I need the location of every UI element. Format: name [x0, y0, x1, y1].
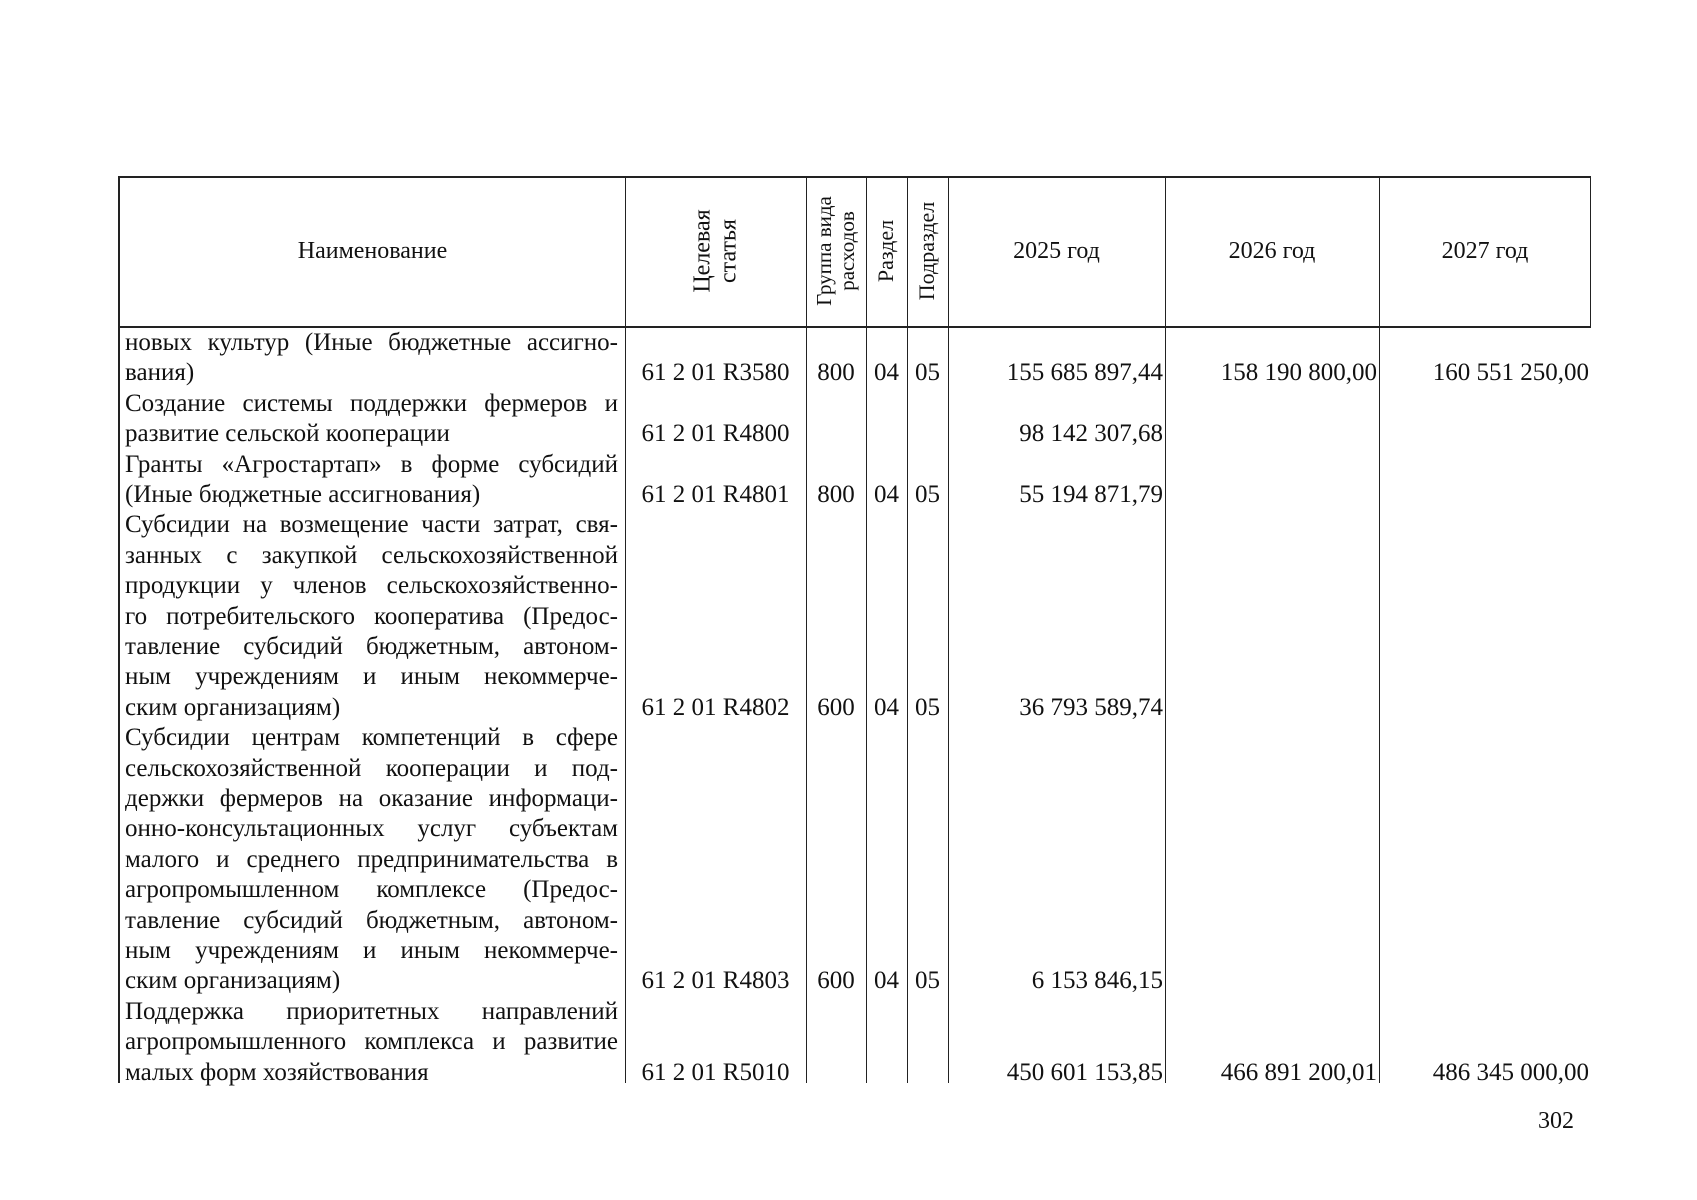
page-number: 302 — [1538, 1108, 1574, 1134]
row-name — [125, 723, 618, 997]
row-name-line: новых культур (Иные бюджетные ассигно- — [125, 329, 618, 356]
row-name-line: ным учреждениям и иным некоммерче- — [125, 937, 618, 965]
cell-y2025: 98 142 307,68 — [1019, 420, 1163, 448]
cell-subsection: 05 — [915, 967, 940, 995]
cell-subsection: 05 — [915, 481, 940, 508]
row-name-line: тавление субсидий бюджетным, автоном- — [125, 633, 618, 661]
cell-group: 800 — [817, 481, 855, 508]
row-name-line: агропромышленном комплексе (Предос- — [125, 876, 618, 904]
row-name-line: Создание системы поддержки фермеров и — [125, 389, 618, 417]
cell-y2025: 6 153 846,15 — [1031, 967, 1163, 995]
row-name-line: держки фермеров на оказание информаци- — [125, 785, 618, 812]
header-target-article: Целевая статья — [689, 209, 742, 293]
row-name-line: ным учреждениям и иным некоммерче- — [125, 663, 618, 691]
cell-target: 61 2 01 R4802 — [641, 693, 790, 721]
cell-target: 61 2 01 R4800 — [641, 420, 790, 448]
row-name — [125, 450, 618, 511]
budget-table — [118, 176, 1591, 1086]
header-year-2027: 2027 год — [1441, 237, 1529, 264]
row-name — [125, 389, 618, 450]
header-section: Раздел — [873, 219, 899, 283]
cell-target: 61 2 01 R4801 — [641, 481, 790, 508]
row-name-line: малых форм хозяйствования — [125, 1058, 429, 1086]
cell-section: 04 — [874, 967, 899, 995]
row-name-line: го потребительского кооператива (Предос- — [125, 602, 618, 630]
cell-y2025: 55 194 871,79 — [1019, 481, 1163, 508]
row-name-line: развитие сельской кооперации — [125, 420, 450, 448]
row-name-line: Субсидии на возмещение части затрат, свя- — [125, 511, 618, 539]
cell-y2025: 36 793 589,74 — [1019, 693, 1163, 721]
cell-section: 04 — [874, 481, 899, 508]
row-name — [125, 997, 618, 1088]
cell-group: 600 — [817, 967, 855, 995]
cell-group: 600 — [817, 693, 855, 721]
cell-group: 800 — [817, 359, 855, 387]
cell-y2025: 155 685 897,44 — [1006, 359, 1163, 387]
row-name — [125, 510, 618, 723]
cell-target: 61 2 01 R4803 — [641, 967, 790, 995]
cell-y2026: 158 190 800,00 — [1220, 359, 1377, 387]
header-subsection: Подраздел — [914, 201, 940, 301]
row-name-line: вания) — [125, 359, 195, 387]
header-expense-group: Группа вида расходов — [812, 196, 859, 306]
cell-y2026: 466 891 200,01 — [1220, 1058, 1377, 1086]
row-name-line: занных с закупкой сельскохозяйственной — [125, 541, 618, 569]
header-year-2025: 2025 год — [1013, 237, 1100, 264]
row-name-line: Поддержка приоритетных направлений — [125, 997, 618, 1025]
row-name-line: ским организациям) — [125, 693, 341, 721]
cell-subsection: 05 — [915, 693, 940, 721]
header-name: Наименование — [297, 237, 448, 264]
header-year-2026: 2026 год — [1228, 237, 1316, 264]
row-name-line: ским организациям) — [125, 967, 341, 995]
row-name-line: онно-консультационных услуг субъектам — [125, 815, 618, 843]
row-name-line: (Иные бюджетные ассигнования) — [125, 481, 481, 508]
cell-y2027: 160 551 250,00 — [1432, 359, 1589, 387]
row-name-line: Гранты «Агростартап» в форме субсидий — [125, 450, 618, 478]
cell-subsection: 05 — [915, 359, 940, 387]
row-name-line: Субсидии центрам компетенций в сфере — [125, 724, 618, 752]
cell-target: 61 2 01 R5010 — [641, 1058, 790, 1086]
cell-y2027: 486 345 000,00 — [1432, 1058, 1589, 1086]
row-name-line: агропромышленного комплекса и развитие — [125, 1028, 618, 1056]
cell-y2025: 450 601 153,85 — [1006, 1058, 1163, 1086]
cell-section: 04 — [874, 359, 899, 387]
row-name — [125, 328, 618, 389]
row-name-line: тавление субсидий бюджетным, автоном- — [125, 906, 618, 934]
cell-target: 61 2 01 R3580 — [641, 359, 790, 387]
row-name-line: малого и среднего предпринимательства в — [125, 845, 618, 873]
row-name-line: сельскохозяйственной кооперации и под- — [125, 754, 618, 782]
cell-section: 04 — [874, 693, 899, 721]
row-name-line: продукции у членов сельскохозяйственно- — [125, 572, 618, 600]
